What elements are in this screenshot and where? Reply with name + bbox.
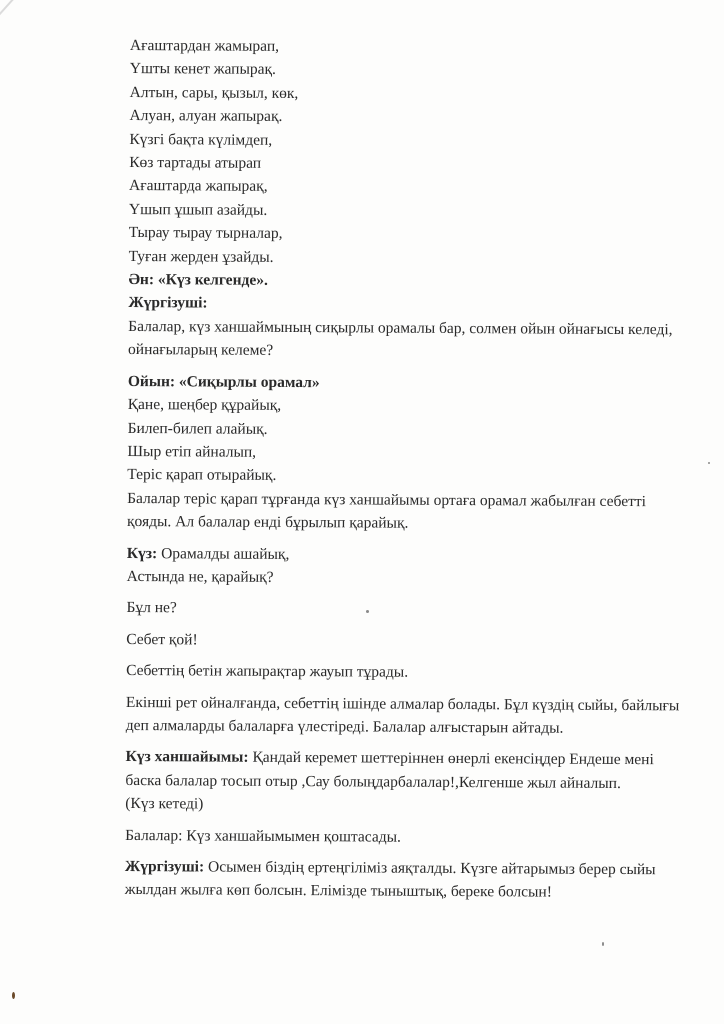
queen-label: Күз ханшайымы: <box>125 748 249 767</box>
poem-line: Көз тартады атырап <box>129 154 262 172</box>
scan-speck <box>366 610 369 613</box>
autumn-line: Астында не, қарайық? <box>126 567 274 586</box>
game-line: Теріс қарап отырайық. <box>127 466 277 485</box>
poem-line: Үшып ұшып азайды. <box>128 200 268 219</box>
poem-block <box>129 34 690 271</box>
host-closing-text: Осымен біздің ертеңгіліміз аяқталды. Күзге айтарымыз берер сыйы жылдан жылға көп болсын. Елімізде тыныштық, береке болсын! <box>124 858 656 901</box>
queen-text: Қандай керемет шеттеріннен өнерлі екенсіңдер Ендеше мені баска балалар тосып отыр ,Сау болыңдарбалалар!,Келгенше жыл айналып. <box>125 749 654 792</box>
poem-line: Туған жерден ұзайды. <box>128 247 274 266</box>
host-label: Жүргізуші: <box>128 294 208 312</box>
answer-line: Себет қой! <box>126 630 198 649</box>
poem-line: Күзгі бақта күлімдеп, <box>129 130 273 149</box>
song-heading: Ән: «Күз келгенде». <box>128 271 268 289</box>
queen-speech <box>125 745 685 795</box>
poem-line: Ағаштарда жапырақ, <box>129 177 268 196</box>
game-line: Қане, шеңбер құрайық, <box>127 396 282 415</box>
autumn-line: Орамалды ашайық, <box>161 544 290 563</box>
scan-speck <box>602 942 604 946</box>
autumn-label: Күз: <box>126 544 158 562</box>
host-speech: Балалар, күз ханшаймының сиқырлы орамалы бар, солмен ойын ойнағысы келеді, ойнағыларың келеме? <box>128 317 673 360</box>
stage-note-apples: Екінші рет ойналғанда, себеттің ішінде алмалар болады. Бұл күздің сыйы, байлығы деп алмаларды балаларға үлестіреді. Балалар алғыстарын айтады. <box>125 693 680 737</box>
document-body <box>125 34 690 905</box>
game-rhyme <box>127 393 688 490</box>
poem-line: Алтын, сары, қызыл, көк, <box>129 83 299 102</box>
stage-note: Себеттің бетін жапырақтар жауып тұрады. <box>126 662 409 681</box>
stage-direction: (Күз кетеді) <box>125 795 204 813</box>
scan-speck <box>12 992 15 999</box>
poem-line: Ағаштардан жамырап, <box>129 36 280 55</box>
game-line: Билеп-билеп алайық. <box>127 419 268 438</box>
game-line: Шыр етіп айналып, <box>127 442 257 461</box>
poem-line: Үшты кенет жапырақ. <box>129 60 277 79</box>
question-line: Бұл не? <box>126 599 177 617</box>
children-line: Балалар: Күз ханшайымымен қоштасады. <box>125 826 401 846</box>
scan-speck <box>708 462 710 464</box>
host-label: Жүргізуші: <box>124 857 205 876</box>
page-fold-mark <box>0 0 110 150</box>
poem-line: Алуан, алуан жапырақ. <box>129 107 283 126</box>
poem-line: Тырау тырау тырналар, <box>128 224 283 243</box>
host-closing <box>125 855 685 905</box>
autumn-speech-line <box>127 542 687 569</box>
game-description: Балалар теріс қарап тұрғанда күз ханшайымы ортаға орамал жабылған себетті қояды. Ал балалар енді бұрылып қарайық. <box>126 489 647 532</box>
game-heading: Ойын: «Сиқырлы орамал» <box>127 372 320 391</box>
